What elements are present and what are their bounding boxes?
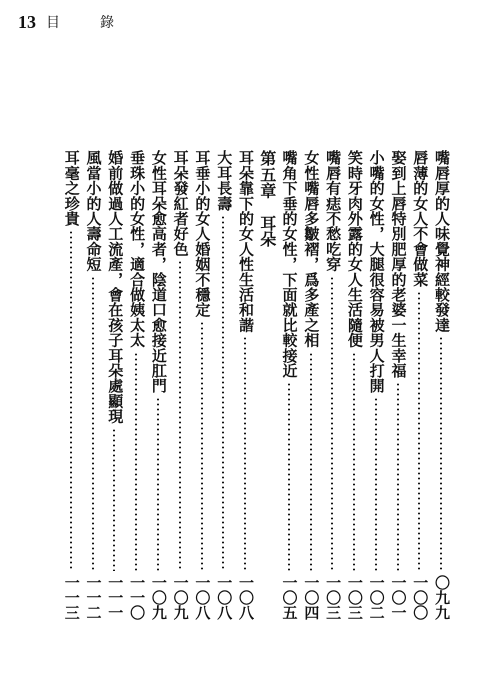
toc-entry: [128, 150, 147, 620]
dot-leader: [331, 276, 333, 571]
toc-entry-page: 一〇四: [302, 575, 321, 620]
toc-entry-title: 小嘴的女性，大腿很容易被男人打開: [367, 150, 386, 394]
dot-leader: [157, 397, 159, 571]
toc-entry-page: 一一三: [62, 575, 81, 620]
toc-entry: [390, 150, 406, 620]
dot-leader: [244, 336, 246, 571]
running-head: [46, 12, 114, 32]
toc-entry: [281, 150, 297, 620]
toc-entry: [194, 150, 210, 620]
toc-entry-title: 嘴角下垂的女性，下面就比較接近: [280, 150, 299, 378]
toc-entry-page: 一〇九: [149, 575, 168, 620]
dot-leader: [418, 291, 420, 571]
toc-entry-title: 垂珠小的女性，適合做姨太太: [128, 150, 147, 348]
toc-entry: [303, 150, 319, 620]
table-of-contents: [19, 150, 449, 620]
toc-entry-title: 唇薄的女人不會做菜: [411, 150, 430, 287]
toc-entry-title: 女性嘴唇多皺褶，爲多產之相: [302, 150, 321, 348]
toc-entry-title: 風當小的人壽命短: [84, 150, 103, 272]
toc-chapter-heading: [259, 150, 275, 620]
toc-entry-page: 一〇八: [236, 575, 255, 620]
toc-entry: [107, 150, 123, 620]
dot-leader: [375, 397, 377, 571]
toc-entry-title: 笑時牙肉外露的女人生活隨便: [345, 150, 364, 348]
toc-entry-page: 一〇五: [280, 575, 299, 620]
chapter-title: 第五章 耳朵: [257, 150, 277, 248]
toc-entry-title: 婚前做過人工流產，會在孩子耳朵處顯現: [106, 150, 125, 424]
toc-entry: [172, 150, 188, 620]
running-head-char: 錄: [100, 15, 114, 31]
toc-entry-page: 一〇八: [215, 575, 234, 620]
toc-entry-page: 一〇三: [324, 575, 343, 620]
dot-leader: [353, 352, 355, 571]
toc-entry-title: 耳朵發紅者好色: [171, 150, 190, 257]
toc-entry-page: 〇九九: [433, 575, 451, 620]
toc-entry-page: 一〇一: [389, 575, 408, 620]
toc-entry-page: 一一一: [106, 575, 125, 620]
toc-entry: [325, 150, 341, 620]
dot-leader: [201, 321, 203, 571]
dot-leader: [179, 260, 181, 571]
toc-entry-title: 嘴唇有痣不愁吃穿: [324, 150, 343, 272]
page-header: [18, 10, 114, 34]
toc-entry-title: 耳垂小的女人婚姻不穩定: [193, 150, 212, 318]
toc-entry: [433, 150, 449, 620]
toc-entry-title: 大耳長壽: [215, 150, 234, 211]
toc-entry-title: 耳朵靠下的女人性生活和諧: [236, 150, 255, 333]
toc-entry-page: 一一〇: [128, 575, 147, 620]
toc-entry-title: 嘴唇厚的人味覺神經較發達: [433, 150, 451, 333]
dot-leader: [113, 428, 115, 571]
dot-leader: [440, 336, 442, 571]
dot-leader: [92, 276, 94, 571]
toc-entry-title: 娶到上唇特別肥厚的老婆一生幸福: [389, 150, 408, 378]
toc-entry: [412, 150, 428, 620]
toc-entry-page: 一〇三: [345, 575, 364, 620]
dot-leader: [135, 352, 137, 571]
toc-entry-title: 耳毫之珍貴: [62, 150, 81, 226]
dot-leader: [70, 230, 72, 571]
dot-leader: [397, 382, 399, 571]
toc-entry: [237, 150, 253, 620]
toc-entry-page: 一一二: [84, 575, 103, 620]
dot-leader: [310, 352, 312, 571]
page-number: 13: [18, 11, 36, 32]
toc-entry: [368, 150, 384, 620]
dot-leader: [222, 215, 224, 571]
toc-entry-title: 女性耳朵愈高者，陰道口愈接近肛門: [149, 150, 168, 394]
toc-entry: [63, 150, 79, 620]
toc-entry-page: 一〇二: [367, 575, 386, 620]
dot-leader: [288, 382, 290, 571]
toc-entry-page: 一〇九: [171, 575, 190, 620]
toc-entry: [346, 150, 362, 620]
toc-entry-page: 一〇八: [193, 575, 212, 620]
toc-entry: [150, 150, 166, 620]
toc-entry-page: 一〇〇: [411, 575, 430, 620]
toc-entry: [85, 150, 101, 620]
running-head-char: 目: [46, 15, 60, 31]
toc-entry: [216, 150, 232, 620]
